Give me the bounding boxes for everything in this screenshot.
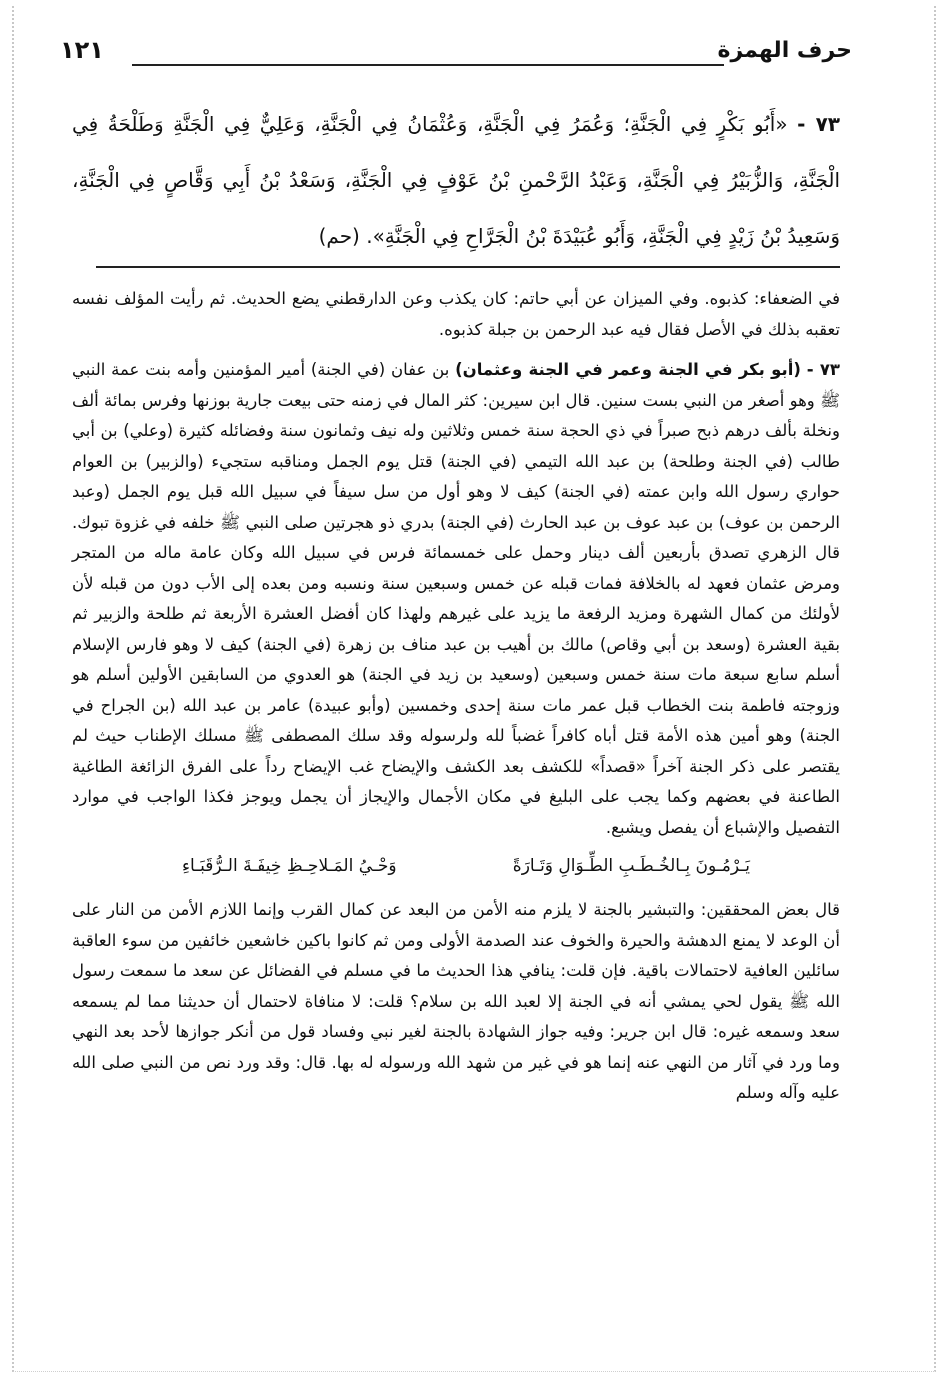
page-number: ١٢١: [60, 36, 104, 64]
commentary: [72, 284, 840, 1109]
commentary-paragraph-2-text: بن عفان (في الجنة) أمير المؤمنين وأمه بنت عمة النبي ﷺ وهو أصغر من النبي بست سنين. قال ابن سيرين: كثر المال في زمنه حتى بيعت جارية بوزنها وفرس بمائة ألف ونخلة بألف درهم ذبح صبراً في ذي الحجة سنة خمس وثلاثين وله نيف وثمانون سنة وفضائله كثيرة (وعلي) بن أبي طالب (في الجنة وطلحة) بن عبد الله التيمي (في الجنة) قتل يوم الجمل ومناقبه ستجيء (والزبير) بن العوام حواري رسول الله وابن عمته (في الجنة) كيف لا وهو أول من سل سيفاً في سبيل الله قبل يوم الجمل (وعبد الرحمن بن عوف) بن عبد عوف بن عبد الحارث (في الجنة) بدري ذو هجرتين صلى النبي ﷺ خلفه في غزوة تبوك. قال الزهري تصدق بأربعين ألف دينار وحمل على خمسمائة فرس في سبيل الله وكان عامة ماله من المتجر ومرض عثمان فعهد له بالخلافة فمات قبله عن خمس وسبعين سنة ونسبه ومن بعده إلى الأب دون من قبله لأن لأولئك من كمال الشهرة ومزيد الرفعة ما يزيد على غيرهم ولهذا كان أفضل العشرة الأربعة ثم طلحة والزبير ثم بقية العشرة (وسعد بن أبي وقاص) مالك بن أهيب بن عبد مناف بن زهرة (في الجنة) كيف لا وهو فارس الإسلام أسلم سابع سبعة مات سنة خمس وسبعين (وسعيد بن زيد في الجنة) هو العدوي من السابقين الأولين أسلم هو وزوجته فاطمة بنت الخطاب قبل عمر مات سنة إحدى وخمسين (وأبو عبيدة) عامر بن عبد الله (بن الجراح في الجنة) وهو أمين هذه الأمة قتل أباه كافراً غضباً لله ولرسوله وقد سلك المصطفى ﷺ مسلك الإطناب حيث لم يقتصر على ذكر الجنة آخراً «قصداً» للكشف بعد الكشف والإيضاح غب الإيضاح رداً على الفرق الزائغة الطاغية الطاعنة في بعضهم وكما يجب على البليغ في مكان الأجمال والإيجاز أن يجمل ويوجز فكذا الواجب في موارد التفصيل والإشباع أن يفصل ويشبع.: [72, 360, 840, 837]
footnote-divider: [96, 266, 840, 268]
running-header: [60, 34, 852, 74]
commentary-heading: (أبو بكر في الجنة وعمر في الجنة وعثمان): [455, 360, 801, 379]
commentary-paragraph-1: في الضعفاء: كذبوه. وفي الميزان عن أبي حاتم: كان يكذب وعن الدارقطني يضع الحديث. ثم رأيت المؤلف نفسه تعقبه بذلك في الأصل فقال فيه عبد الرحمن بن جبلة كذبوه.: [72, 289, 840, 339]
hadith-text: [72, 96, 840, 264]
chapter-title: حرف الهمزة: [717, 38, 852, 63]
commentary-hadith-number: ٧٣ -: [806, 360, 840, 379]
verse-first-hemistich: يَـرْمُـونَ بِـالخُـطَـبِ الطِّـوَالِ وَتَـارَةً: [512, 856, 750, 876]
header-rule: [132, 64, 724, 66]
verse-second-hemistich: وَحْـيُ المَـلاحِـظِ خِيفَـةَ الـرُّقَبَـاءِ: [182, 856, 397, 876]
commentary-paragraph-2: [72, 355, 840, 843]
hadith-number: ٧٣ -: [797, 112, 840, 136]
commentary-paragraph-3: قال بعض المحققين: والتبشير بالجنة لا يلزم منه الأمن من البعد عن كمال القرب وإنما اللازم الأمن من النار على أن الوعد لا يمنع الدهشة والحيرة والخوف عند الصدمة الأولى ومن ثم كانوا باكين خاشعين خائفين من سوء العاقبة سائلين العافية لاحتمالات باقية. فإن قلت: ينافي هذا الحديث ما في مسلم في الفضائل عن سعد ما سمعت رسول الله ﷺ يقول لحي يمشي أنه في الجنة إلا لعبد الله بن سلام؟ قلت: لا منافاة لاحتمال أن حديثنا مما لم يسمعه سعد وسمعه غيره: قال ابن جرير: وفيه جواز الشهادة بالجنة لغير نبي وفساد قول من أنكر جوازها لأحد بعد النهي وما ورد في آثار من النهي عنه إنما هو في غير من شهد الله ورسوله له بها. قال: وقد ورد نص من النبي صلى الله عليه وآله وسلم: [72, 900, 840, 1102]
hadith-body: «أَبُو بَكْرٍ فِي الْجَنَّةِ؛ وَعُمَرُ فِي الْجَنَّةِ، وَعُثْمَانُ فِي الْجَنَّةِ، وَعَلِيٌّ فِي الْجَنَّةِ وَطَلْحَةُ فِي الْجَنَّةِ، وَالزُّبَيْرُ فِي الْجَنَّةِ، وَعَبْدُ الرَّحْمنِ بْنُ عَوْفٍ فِي الْجَنَّةِ، وَسَعْدُ بْنُ أَبِي وَقَّاصٍ فِي الْجَنَّةِ، وَسَعِيدُ بْنُ زَيْدٍ فِي الْجَنَّةِ، وَأَبُو عُبَيْدَةَ بْنُ الْجَرَّاحِ فِي الْجَنَّةِ». (حم): [72, 112, 840, 248]
poetry-verse: [72, 843, 840, 887]
